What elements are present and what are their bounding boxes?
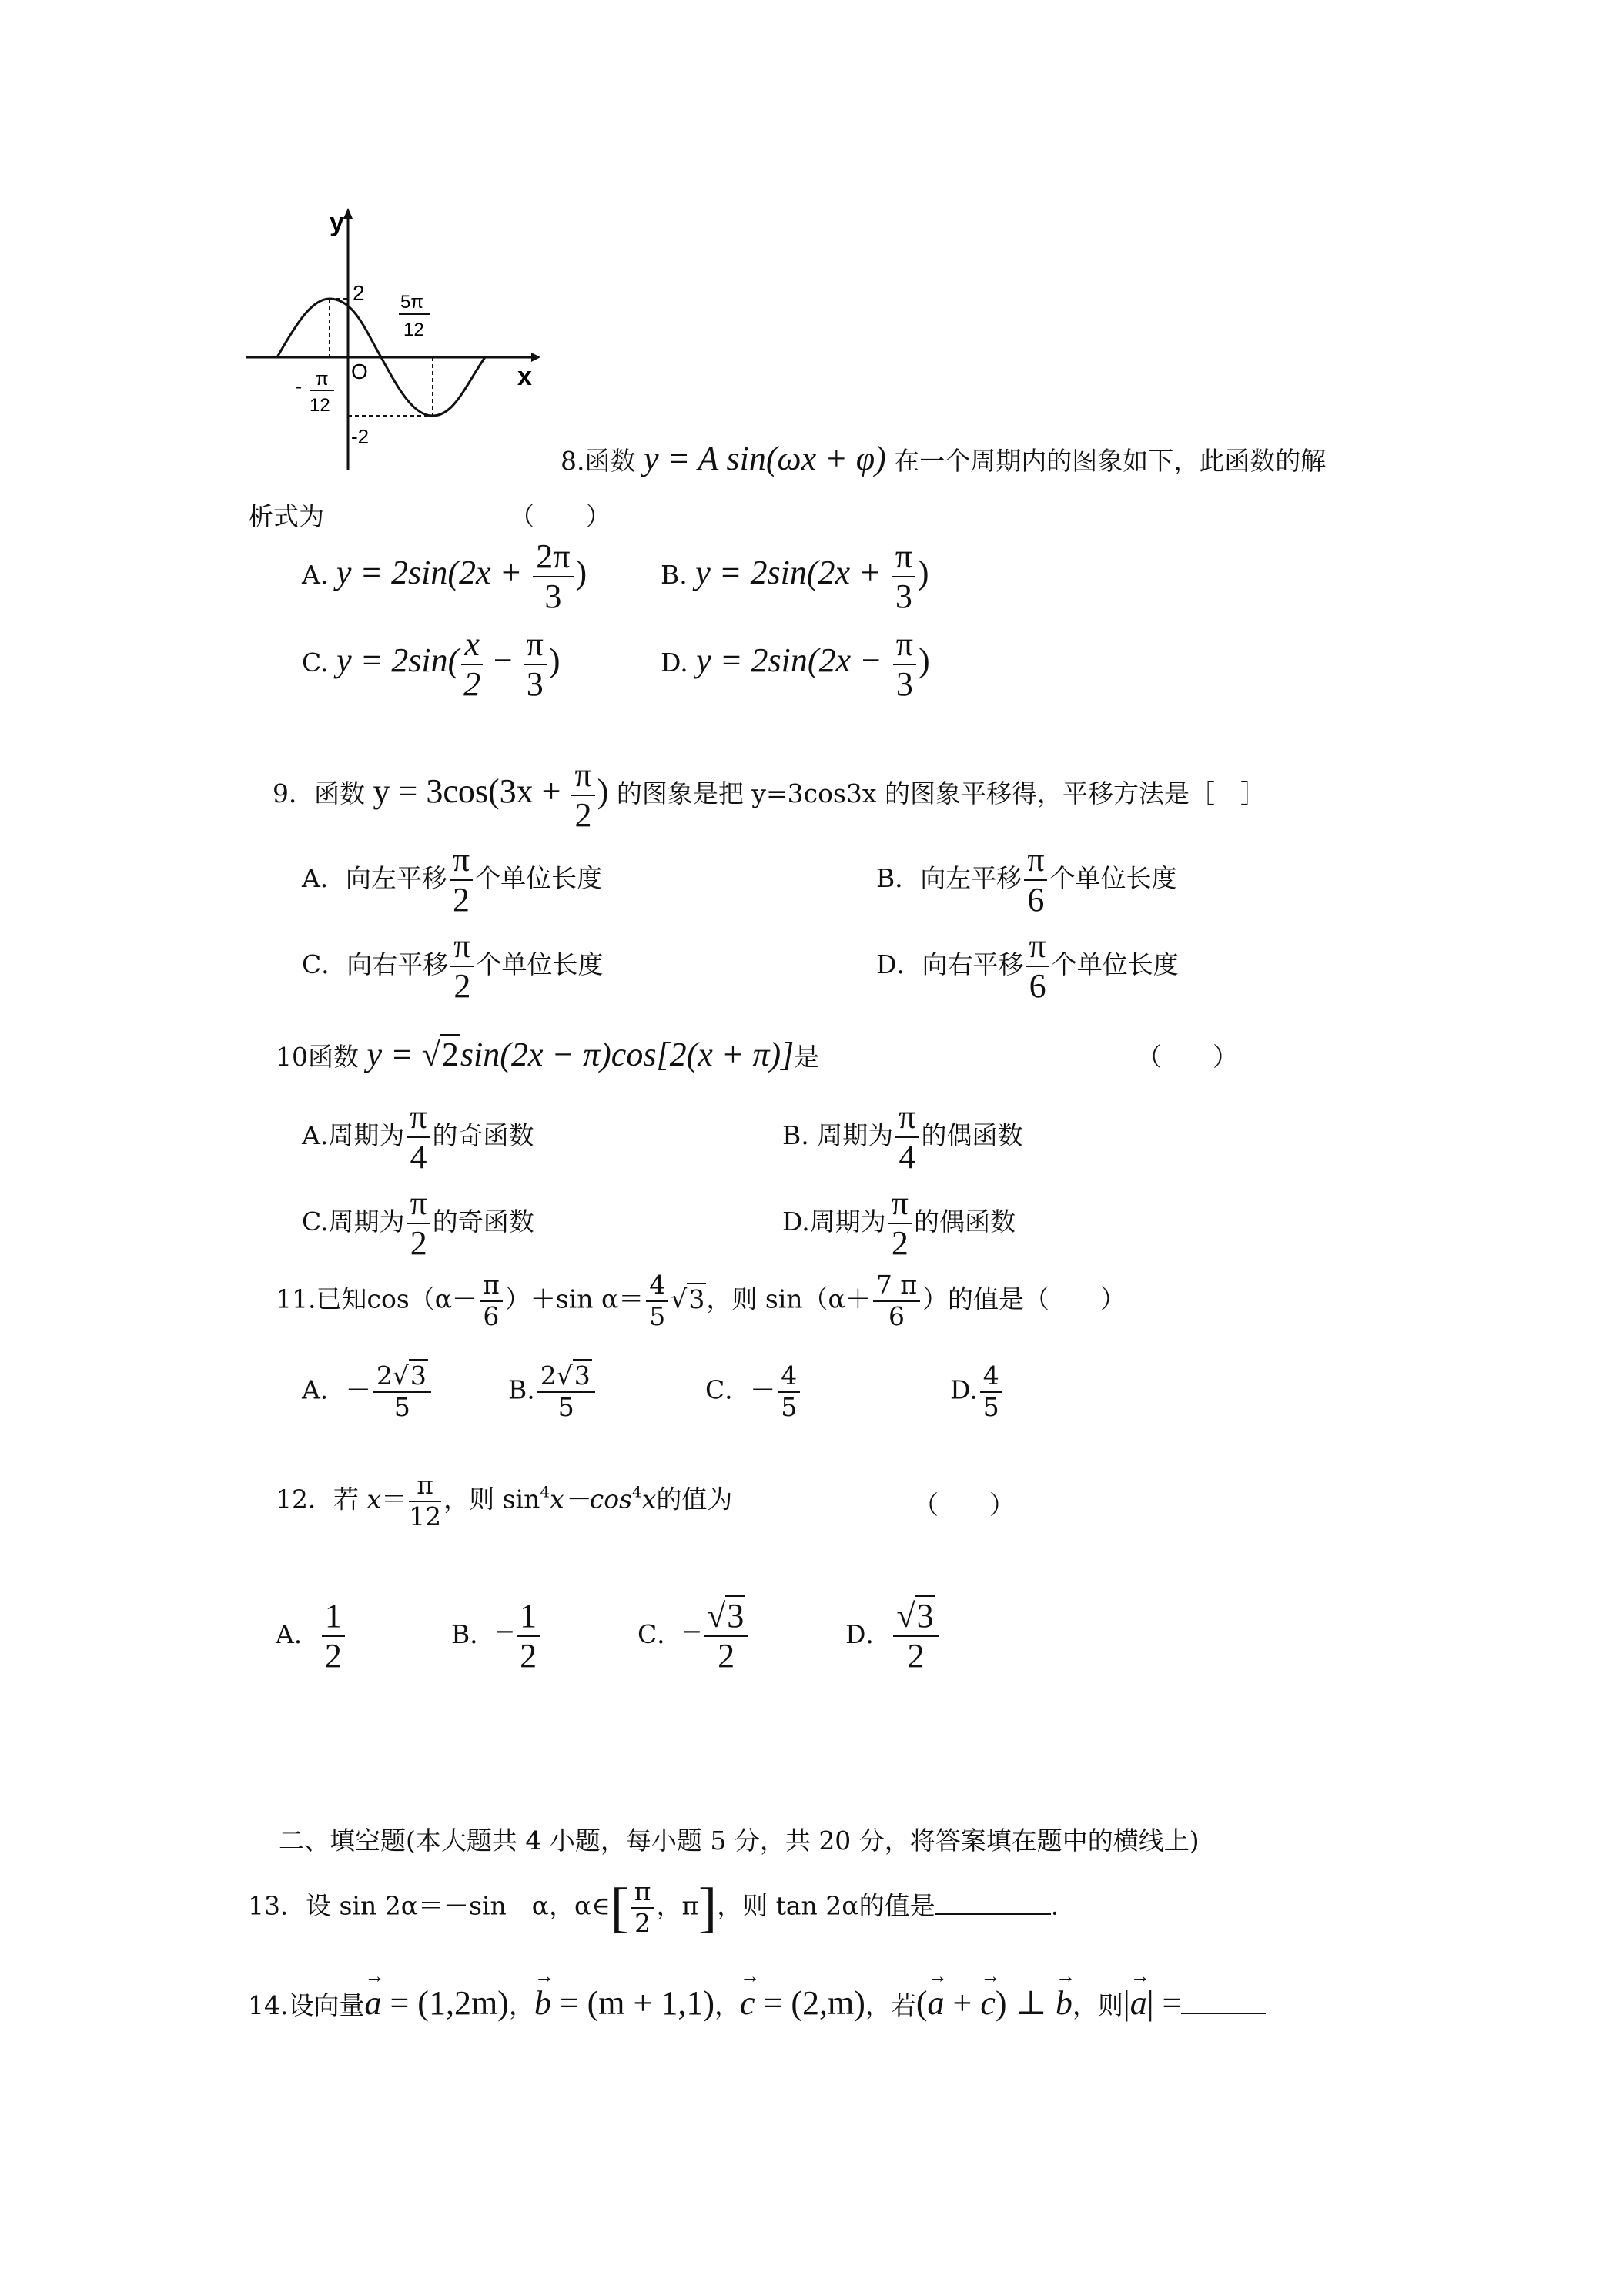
q10-option-b-post: 的偶函数 xyxy=(921,1120,1023,1151)
q11-p1: cos（α－ xyxy=(366,1284,478,1314)
q10-option-b[interactable] xyxy=(782,1099,1022,1175)
q9-option-b-label: B． xyxy=(876,863,921,894)
q9-option-b-pre: 向左平移 xyxy=(920,863,1022,894)
q12-sup1: 4 xyxy=(540,1482,550,1501)
q11-option-d-den: 5 xyxy=(982,1391,999,1422)
q9-option-d-den: 6 xyxy=(1029,967,1046,1006)
q10-option-d-den: 2 xyxy=(891,1224,909,1263)
q12-eq: ＝ xyxy=(381,1484,407,1514)
q11-option-b[interactable] xyxy=(508,1363,597,1421)
q12-option-b-label: B． xyxy=(451,1619,496,1650)
q8-option-a-num: 2π xyxy=(533,539,573,577)
q12-answer-paren: （ ） xyxy=(913,1490,1015,1520)
q8-option-d[interactable] xyxy=(661,627,930,702)
q8-option-d-den: 3 xyxy=(895,665,913,704)
q11-frac1-den: 6 xyxy=(483,1300,500,1331)
q14-c-val: = (2,m) xyxy=(755,1984,865,2022)
q10-option-b-frac xyxy=(895,1099,919,1175)
q14-abs-vec-a: → a xyxy=(1130,1986,1147,2020)
q9-option-c-frac xyxy=(450,929,474,1004)
q12-number: 12 xyxy=(276,1484,308,1514)
sine-graph-figure xyxy=(231,200,570,477)
q10-option-a-pre: 周期为 xyxy=(328,1120,405,1151)
q11-option-c[interactable] xyxy=(705,1363,802,1421)
q11-option-b-den: 5 xyxy=(557,1391,574,1422)
q13-stem xyxy=(248,1876,1059,1939)
q12-expr3: x xyxy=(641,1484,657,1514)
q8-answer-paren: （ ） xyxy=(509,501,611,531)
q8-option-b-den: 3 xyxy=(895,577,912,616)
x-axis-arrow xyxy=(531,353,540,362)
q11-option-a-num: 2√3 xyxy=(373,1363,431,1393)
q14-cond-close: ) ⊥ xyxy=(995,1984,1056,2022)
q13-post: ，则 tan 2α的值是 xyxy=(717,1890,935,1921)
q13-bracket-close: ] xyxy=(698,1876,718,1939)
q14-number: 14. xyxy=(248,1990,289,2020)
q12-option-a[interactable] xyxy=(276,1598,347,1674)
q9-stem xyxy=(273,758,1266,833)
q10-rest: sin(2x − π)cos[2(x + π)] xyxy=(460,1036,795,1073)
q11-option-d[interactable] xyxy=(950,1363,1005,1421)
q13-den: 2 xyxy=(634,1907,651,1938)
q13-num: π xyxy=(631,1879,654,1909)
q12-option-d-frac xyxy=(893,1598,938,1674)
q8-option-a-lead: y = 2sin(2x + xyxy=(336,554,531,592)
q8-option-a-label: A. xyxy=(302,560,329,591)
q8-option-d-label: D. xyxy=(661,648,688,678)
x-axis-label: x xyxy=(517,362,532,391)
q14-vec-b: → b xyxy=(534,1986,551,2020)
q12-option-d[interactable] xyxy=(845,1598,941,1674)
q13-number: 13． xyxy=(248,1890,306,1921)
neg-tick-sign: - xyxy=(296,377,302,397)
q9-option-d[interactable] xyxy=(876,929,1179,1004)
q10-option-c-frac xyxy=(407,1186,430,1261)
q10-option-d-label: D. xyxy=(782,1207,810,1237)
q11-p4: ）的值是（ ） xyxy=(922,1284,1126,1314)
q10-option-d[interactable] xyxy=(782,1186,1016,1261)
q11-option-c-sign: － xyxy=(750,1374,776,1405)
q11-frac2-num: 4 xyxy=(646,1272,668,1302)
q8-option-b-frac xyxy=(892,539,915,614)
q8-option-b[interactable] xyxy=(661,539,929,614)
q14-cond-vec-b: → b xyxy=(1056,1986,1073,2020)
q8-number: 8. xyxy=(561,446,585,476)
q10-option-d-post: 的偶函数 xyxy=(914,1207,1016,1237)
q12-var: x xyxy=(366,1484,382,1514)
q14-cond-vec-c: → c xyxy=(980,1986,996,2020)
q12-frac xyxy=(409,1472,441,1530)
q10-number: 10 xyxy=(276,1042,308,1072)
q9-number: 9． xyxy=(273,778,314,809)
q10-answer-paren: （ ） xyxy=(1136,1042,1238,1072)
q13-comma: ， xyxy=(656,1890,682,1921)
y-axis-label: y xyxy=(330,208,344,237)
q10-option-b-label: B. xyxy=(782,1120,809,1151)
neg-tick-den: 12 xyxy=(310,395,330,416)
q9-option-b[interactable] xyxy=(876,842,1176,918)
q9-option-a-den: 2 xyxy=(452,881,470,919)
q11-option-b-frac xyxy=(537,1363,595,1421)
q11-frac1-num: π xyxy=(480,1272,503,1302)
q13-answer-blank[interactable] xyxy=(935,1913,1051,1915)
q8-option-c-lead: y = 2sin( xyxy=(336,641,460,680)
q12-mid: ，则 xyxy=(443,1484,495,1514)
q14-pre: 设向量 xyxy=(288,1990,365,2020)
q11-option-d-frac xyxy=(980,1363,1002,1421)
q10-lead: y = xyxy=(366,1036,422,1073)
q8-option-a-den: 3 xyxy=(544,577,562,616)
max-value-label: 2 xyxy=(353,281,365,305)
q8-option-c-frac2 xyxy=(524,627,547,702)
q9-option-b-den: 6 xyxy=(1027,881,1045,919)
q12-den: 12 xyxy=(409,1501,442,1531)
q10-sqrt: 2 xyxy=(441,1036,459,1073)
q10-option-c-label: C. xyxy=(302,1207,329,1237)
q10-post: 是 xyxy=(794,1042,820,1072)
q11-option-c-label: C． xyxy=(705,1374,751,1405)
q12-option-d-num: √3 xyxy=(893,1598,938,1637)
q8-option-d-lead: y = 2sin(2x − xyxy=(696,641,891,680)
q12-option-a-num: 1 xyxy=(322,1598,345,1637)
q12-post: 的值为 xyxy=(656,1484,733,1514)
q8-option-c-tail: ) xyxy=(548,641,561,680)
q8-option-b-tail: ) xyxy=(917,554,929,592)
q9-option-c-num: π xyxy=(450,929,474,967)
q11-option-a-sqrt: 3 xyxy=(410,1361,427,1391)
q11-option-a-label: A． xyxy=(302,1374,346,1405)
q12-option-b-num: 1 xyxy=(517,1598,540,1637)
q8-stem xyxy=(561,442,1326,476)
q11-p2: ）＋sin α＝ xyxy=(504,1284,644,1314)
q9-option-c-label: C． xyxy=(302,949,347,980)
q12-option-a-frac xyxy=(322,1598,345,1674)
q13-pre: 设 sin 2α＝－sin α，α∈ xyxy=(306,1890,611,1921)
q12-option-c-frac xyxy=(704,1598,748,1674)
q14-cond-plus: + xyxy=(944,1984,981,2022)
q9-option-d-frac xyxy=(1026,929,1049,1004)
q8-option-a[interactable] xyxy=(302,539,587,614)
q9-pre: 函数 xyxy=(314,778,365,809)
q10-option-d-num: π xyxy=(888,1186,912,1224)
q9-option-b-post: 个单位长度 xyxy=(1049,863,1177,894)
q14-cond-pre: ，若 xyxy=(865,1990,916,2020)
q11-pre: 已知 xyxy=(316,1284,367,1314)
q14-b-val: = (m + 1,1) xyxy=(550,1984,714,2022)
q12-option-c-sqrt: 3 xyxy=(727,1597,745,1635)
q11-option-a[interactable] xyxy=(302,1363,433,1421)
q12-option-d-sqrt: 3 xyxy=(916,1597,934,1635)
q10-option-b-den: 4 xyxy=(899,1138,916,1176)
q9-option-c-pre: 向右平移 xyxy=(346,949,449,980)
q9-option-d-post: 个单位长度 xyxy=(1051,949,1179,980)
q14-sep2: ， xyxy=(714,1990,740,2020)
q9-option-c[interactable] xyxy=(302,929,603,1004)
q11-frac3 xyxy=(873,1272,920,1330)
q11-option-b-num: 2√3 xyxy=(537,1363,595,1393)
q11-option-c-frac xyxy=(778,1363,800,1421)
q9-option-c-den: 2 xyxy=(453,967,471,1006)
q9-option-d-num: π xyxy=(1026,929,1049,967)
q9-option-b-num: π xyxy=(1024,842,1047,881)
q11-frac3-den: 6 xyxy=(888,1300,905,1331)
q9-option-a-label: A． xyxy=(302,863,346,894)
q14-abs-close: | = xyxy=(1146,1984,1182,2022)
q10-option-d-pre: 周期为 xyxy=(809,1207,886,1237)
q11-number: 11. xyxy=(276,1284,316,1314)
q10-option-a-num: π xyxy=(407,1099,430,1138)
q9-option-d-label: D． xyxy=(876,949,922,980)
q11-option-d-num: 4 xyxy=(980,1363,1002,1393)
q9-option-a-pre: 向左平移 xyxy=(345,863,447,894)
section2-title: 二、填空题(本大题共 4 小题，每小题 5 分，共 20 分，将答案填在题中的横线上) xyxy=(279,1826,1200,1856)
q11-sqrt: 3 xyxy=(688,1284,705,1314)
q14-cond-vec-a: → a xyxy=(928,1986,945,2020)
q9-frac xyxy=(571,758,594,833)
q8-option-c-den2: 3 xyxy=(526,665,544,704)
q9-den: 2 xyxy=(574,796,592,835)
q10-option-d-frac xyxy=(888,1186,912,1261)
q12-sup2: 4 xyxy=(632,1482,642,1501)
q10-option-c-post: 的奇函数 xyxy=(432,1207,534,1237)
q14-cond-open: ( xyxy=(915,1984,928,2022)
q11-option-a-frac xyxy=(373,1363,431,1421)
q8-option-c-label: C. xyxy=(302,648,329,678)
q12-pre: ．若 xyxy=(308,1484,359,1514)
q12-stem xyxy=(276,1472,732,1530)
q12-option-c-den: 2 xyxy=(718,1637,735,1675)
q12-option-b-den: 2 xyxy=(520,1637,537,1675)
q8-option-d-tail: ) xyxy=(918,641,930,680)
y-axis-arrow xyxy=(343,208,353,219)
q12-option-c[interactable] xyxy=(637,1598,751,1674)
q8-option-d-num: π xyxy=(893,627,916,665)
q8-option-a-frac xyxy=(533,539,573,614)
q12-option-b[interactable] xyxy=(451,1598,542,1674)
q12-option-b-frac xyxy=(517,1598,540,1674)
q10-stem: 10函数 y = √2sin(2x − π)cos[2(x + π)]是 xyxy=(276,1036,820,1073)
q14-abs-open: | xyxy=(1123,1984,1130,2022)
q11-frac2 xyxy=(646,1272,668,1330)
q12-expr2: x－cos xyxy=(550,1484,633,1514)
q10-option-a-frac xyxy=(407,1099,430,1175)
q8-option-b-lead: y = 2sin(2x + xyxy=(695,554,890,592)
q8-option-c-num: x xyxy=(461,627,483,665)
q12-option-a-den: 2 xyxy=(324,1637,342,1675)
q14-vec-a: → a xyxy=(364,1986,381,2020)
q12-option-a-label: A． xyxy=(276,1619,320,1650)
q10-option-b-num: π xyxy=(895,1099,919,1138)
q8-option-c-mid: − xyxy=(484,641,521,680)
q11-frac3-num: 7 π xyxy=(873,1272,920,1302)
q8-option-d-frac xyxy=(893,627,916,702)
q9-option-c-post: 个单位长度 xyxy=(476,949,604,980)
q10-option-c-num: π xyxy=(407,1186,430,1224)
q8-option-b-label: B. xyxy=(661,560,688,591)
q11-option-a-den: 5 xyxy=(393,1391,410,1422)
q8-formula: y = A sin(ωx + φ) xyxy=(644,440,886,477)
q8-option-c-frac1 xyxy=(461,627,483,702)
q14-sep1: ， xyxy=(508,1990,534,2020)
q8-text-after: 在一个周期内的图象如下，此函数的解 xyxy=(894,446,1327,476)
q10-option-a[interactable] xyxy=(302,1099,534,1175)
min-value-label: -2 xyxy=(351,425,370,448)
q8-option-c-num2: π xyxy=(524,627,547,665)
pos-tick-num: 5π xyxy=(400,292,423,313)
q11-option-c-num: 4 xyxy=(778,1363,800,1393)
q11-option-a-coef: 2 xyxy=(376,1361,393,1391)
q10-option-a-post: 的奇函数 xyxy=(432,1120,534,1151)
q11-option-b-coef: 2 xyxy=(540,1361,557,1391)
q9-lead: y = 3cos(3x + xyxy=(373,772,570,811)
q13-pi: π xyxy=(681,1890,699,1921)
q10-option-c-pre: 周期为 xyxy=(328,1207,405,1237)
q9-option-a[interactable] xyxy=(302,842,602,918)
q12-option-d-label: D． xyxy=(845,1619,892,1650)
q10-pre: 函数 xyxy=(308,1042,359,1072)
q12-option-d-den: 2 xyxy=(907,1637,925,1675)
q11-option-b-label: B. xyxy=(508,1374,535,1405)
q12-option-c-sign: − xyxy=(682,1613,702,1652)
q9-option-a-num: π xyxy=(450,842,473,881)
q11-option-c-den: 5 xyxy=(781,1391,798,1422)
q11-stem: 11.已知cos（α－ $\frac{\pi}{6}$ ）＋sin α＝ $\frac{4}{5}$ √3，则 sin（α＋ $\frac{7 \pi}{6}$ ）的值是（ ） xyxy=(276,1270,1126,1331)
q14-stem xyxy=(248,1986,1266,2020)
q8-pre: 函数 xyxy=(584,446,636,476)
q10-option-a-den: 4 xyxy=(410,1138,427,1176)
q10-option-c-den: 2 xyxy=(410,1224,427,1263)
q8-option-b-num: π xyxy=(892,539,915,577)
q10-option-b-pre: 周期为 xyxy=(808,1120,894,1151)
q8-text-line2: 析式为 xyxy=(248,501,324,531)
q14-a-val: = (1,2m) xyxy=(381,1984,509,2022)
q8-option-c[interactable] xyxy=(302,627,561,702)
origin-label: O xyxy=(351,360,368,383)
q9-tail: ) xyxy=(597,772,609,811)
q9-option-a-frac xyxy=(450,842,473,918)
q12-expr1: sin xyxy=(502,1484,540,1514)
q13-frac xyxy=(631,1876,654,1938)
pos-tick-den: 12 xyxy=(403,320,424,340)
q14-vec-c: → c xyxy=(740,1986,755,2020)
q12-option-c-label: C． xyxy=(637,1619,683,1650)
q13-end: . xyxy=(1050,1890,1059,1921)
q9-num: π xyxy=(571,758,594,796)
q10-option-c[interactable] xyxy=(302,1186,534,1261)
q12-option-b-sign: − xyxy=(495,1613,515,1652)
q8-stem-line2 xyxy=(248,501,611,531)
q12-option-c-num: √3 xyxy=(704,1598,748,1637)
q11-frac1 xyxy=(480,1272,503,1330)
q11-p3: ，则 sin（α＋ xyxy=(706,1284,871,1314)
q11-option-b-sqrt: 3 xyxy=(574,1361,591,1391)
q11-option-a-sign: － xyxy=(345,1374,371,1405)
q8-option-a-tail: ) xyxy=(575,554,587,592)
q10-option-a-label: A. xyxy=(302,1120,329,1151)
q14-answer-blank[interactable] xyxy=(1181,2013,1266,2014)
q11-option-d-label: D. xyxy=(950,1374,978,1405)
q8-option-c-den: 2 xyxy=(463,665,481,704)
q9-option-d-pre: 向右平移 xyxy=(922,949,1024,980)
q9-text-after: 的图象是把 y=3cos3x 的图象平移得，平移方法是［ ］ xyxy=(616,778,1266,809)
q9-option-a-post: 个单位长度 xyxy=(475,863,603,894)
q12-num: π xyxy=(409,1472,441,1502)
q9-option-b-frac xyxy=(1024,842,1047,918)
neg-tick-num: π xyxy=(316,369,329,390)
q13-bracket-open: [ xyxy=(610,1876,629,1939)
q11-frac2-den: 5 xyxy=(649,1300,666,1331)
q14-then: ，则 xyxy=(1072,1990,1123,2020)
